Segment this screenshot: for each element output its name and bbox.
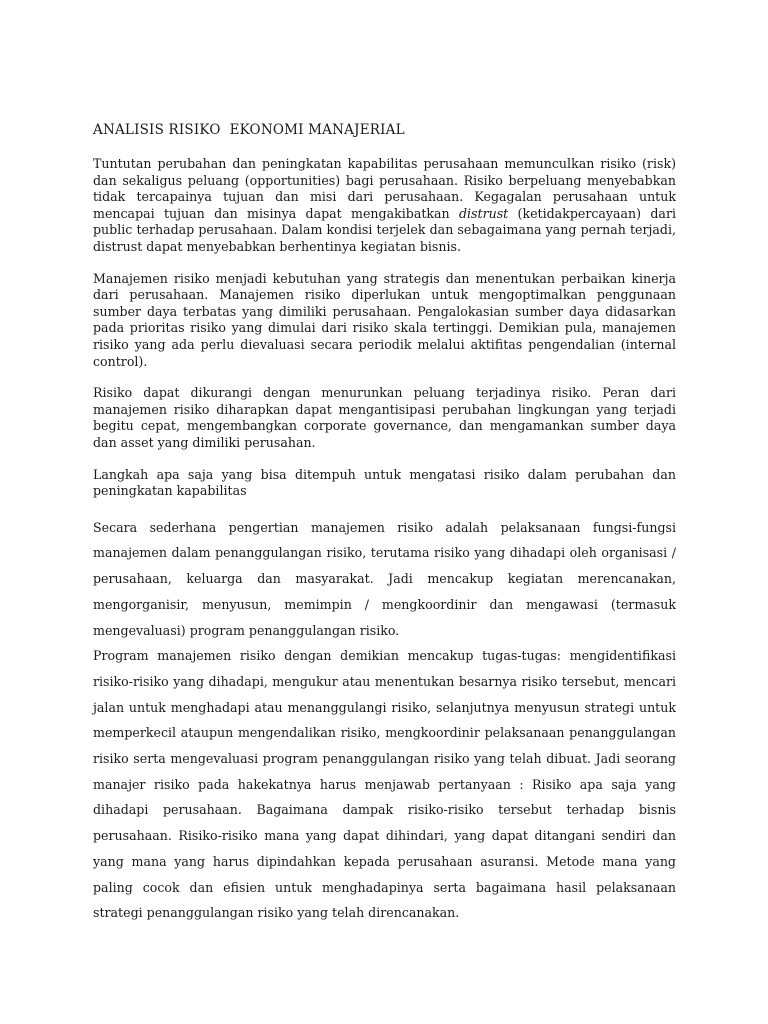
paragraph-5: Secara sederhana pengertian manajemen risiko adalah pelaksanaan fungsi-fungsi manajemen dalam penanggulangan risiko, terutama risiko yang dihadapi oleh organisasi / perusahaan, keluarga dan masyarakat. Jadi mencakup kegiatan merencanakan, mengorganisir, menyusun, memimpin / mengkoordinir dan mengawasi (termasuk mengevaluasi) program penanggulangan risiko. <box>93 519 676 638</box>
paragraph-1-text-b: (ketidakpercayaan) dari public terhadap perusahaan. Dalam kondisi terjelek dan sebagaimana yang pernah terjadi, distrust dapat menyebabkan berhentinya kegiatan bisnis. <box>93 205 676 254</box>
document-body <box>93 122 676 926</box>
paragraph-3: Risiko dapat dikurangi dengan menurunkan peluang terjadinya risiko. Peran dari manajemen risiko diharapkan dapat mengantisipasi perubahan lingkungan yang terjadi begitu cepat, mengembangkan corporate governance, dan mengamankan sumber daya dan asset yang dimiliki perusahan. <box>93 385 676 450</box>
paragraph-1 <box>93 156 676 256</box>
paragraph-4: Langkah apa saja yang bisa ditempuh untuk mengatasi risiko dalam perubahan dan peningkatan kapabilitas <box>93 466 676 499</box>
paragraph-6: Program manajemen risiko dengan demikian mencakup tugas-tugas: mengidentifikasi risiko-risiko yang dihadapi, mengukur atau menentukan besarnya risiko tersebut, mencari jalan untuk menghadapi atau menanggulangi risiko, selanjutnya menyusun strategi untuk memperkecil ataupun mengendalikan risiko, mengkoordinir pelaksanaan penanggulangan risiko serta mengevaluasi program penanggulangan risiko yang telah dibuat. Jadi seorang manajer risiko pada hakekatnya harus menjawab pertanyaan : Risiko apa saja yang dihadapi perusahaan. Bagaimana dampak risiko-risiko tersebut terhadap bisnis perusahaan. Risiko-risiko mana yang dapat dihindari, yang dapat ditangani sendiri dan yang mana yang harus dipindahkan kepada perusahaan asuransi. Metode mana yang paling cocok dan efisien untuk menghadapinya serta bagaimana hasil pelaksanaan strategi penanggulangan risiko yang telah direncanakan. <box>93 648 676 921</box>
paragraph-1-italic-term: distrust <box>458 205 509 221</box>
paragraph-1-text-a: Tuntutan perubahan dan peningkatan kapabilitas perusahaan memunculkan risiko (risk) dan sekaligus peluang (opportunities) bagi perusahaan. Risiko berpeluang menyebabkan tidak tercapainya tujuan dan misi dari perusahaan. Kegagalan perusahaan untuk mencapai tujuan dan misinya dapat mengakibatkan <box>93 156 676 221</box>
paragraph-2: Manajemen risiko menjadi kebutuhan yang strategis dan menentukan perbaikan kinerja dari perusahaan. Manajemen risiko diperlukan untuk mengoptimalkan penggunaan sumber daya terbatas yang dimiliki perusahaan. Pengalokasian sumber daya didasarkan pada prioritas risiko yang dimulai dari risiko skala tertinggi. Demikian pula, manajemen risiko yang ada perlu dievaluasi secara periodik melalui aktifitas pengendalian (internal control). <box>93 270 676 369</box>
document-title: ANALISIS RISIKO EKONOMI MANAJERIAL <box>93 122 405 138</box>
